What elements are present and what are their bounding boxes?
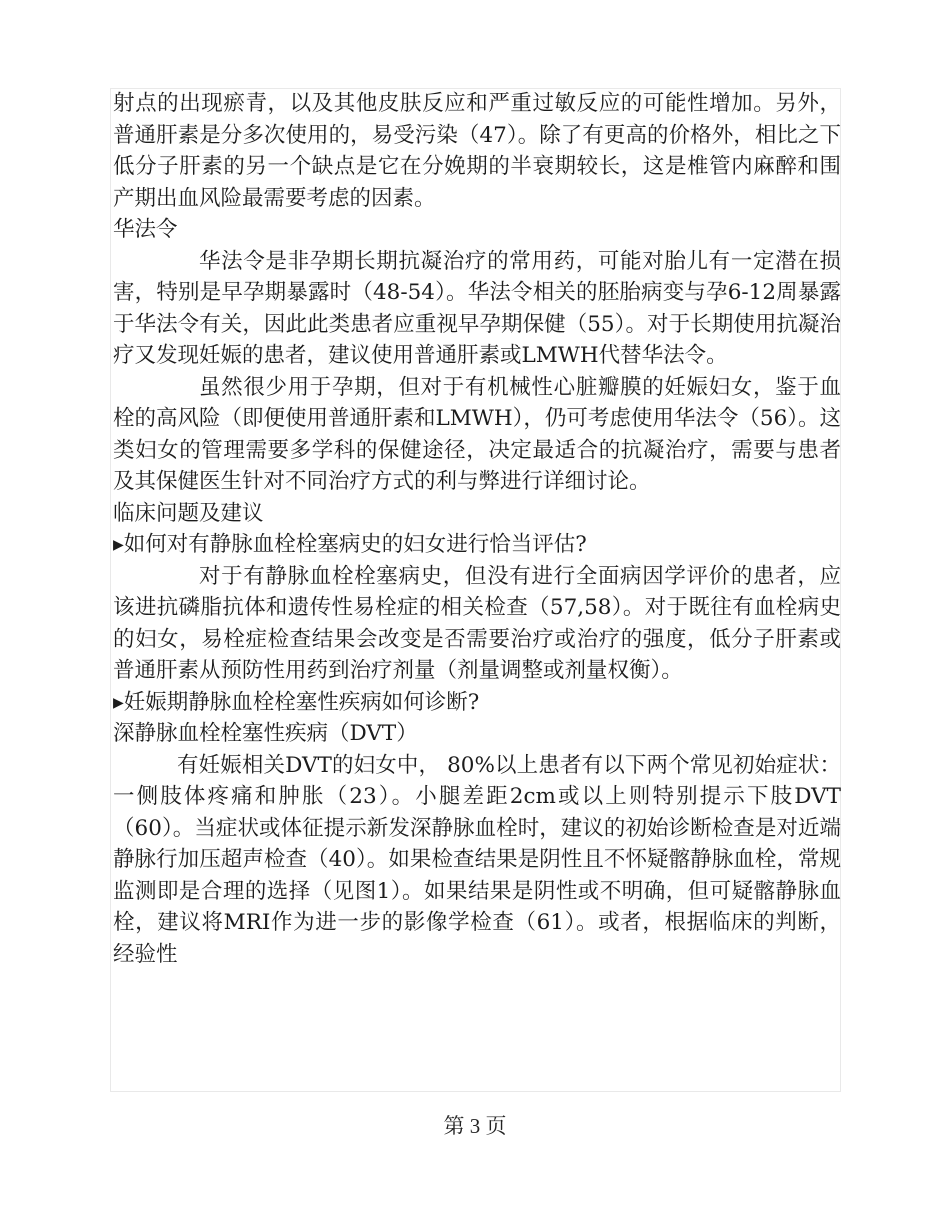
paragraph-warfarin-valves: 虽然很少用于孕期，但对于有机械性心脏瓣膜的妊娠妇女，鉴于血栓的高风险（即便使用普通肝素和LMWH），仍可考虑使用华法令（56）。这类妇女的管理需要多学科的保健途径，决定最适合的抗凝治疗，需要与患者及其保健医生针对不同治疗方式的利与弊进行详细讨论。 — [113, 374, 842, 494]
page-number: 第 3 页 — [443, 1114, 507, 1138]
heading-dvt: 深静脉血栓栓塞性疾病（DVT） — [113, 721, 418, 746]
paragraph-vte-evaluation: 对于有静脉血栓栓塞病史，但没有进行全面病因学评价的患者，应该进抗磷脂抗体和遗传性易栓症的相关检查（57,58）。对于既往有血栓病史的妇女，易栓症检查结果会改变是否需要治疗或治疗的强度，低分子肝素或普通肝素从预防性用药到治疗剂量（剂量调整或剂量权衡）。 — [113, 563, 841, 683]
question-vte-diagnosis: ▸妊娠期静脉血栓栓塞性疾病如何诊断? — [113, 689, 480, 715]
heading-warfarin: 华法令 — [113, 217, 178, 242]
document-body — [113, 88, 841, 970]
question-vte-history: ▸如何对有静脉血栓栓塞病史的妇女进行恰当评估? — [113, 532, 587, 557]
paragraph-warfarin-risk: 华法令是非孕期长期抗凝治疗的常用药，可能对胎儿有一定潜在损害，特别是早孕期暴露时（48-54）。华法令相关的胚胎病变与孕6-12周暴露于华法令有关，因此此类患者应重视早孕期保健（55）。对于长期使用抗凝治疗又发现妊娠的患者，建议使用普通肝素或LMWH代替华法令。 — [113, 248, 841, 368]
paragraph-dvt-diagnosis: 有妊娠相关DVT的妇女中， 80%以上患者有以下两个常见初始症状：一侧肢体疼痛和肿胀（23）。小腿差距2cm或以上则特别提示下肢DVT（60）。当症状或体征提示新发深静脉血栓时，建议的初始诊断检查是对近端静脉行加压超声检查（40）。如果检查结果是阴性且不怀疑髂静脉血栓，常规监测即是合理的选择（见图1）。如果结果是阴性或不明确，但可疑髂静脉血栓，建议将MRI作为进一步的影像学检查（61）。或者，根据临床的判断，经验性 — [113, 752, 841, 967]
heading-clinical-questions: 临床问题及建议 — [113, 500, 264, 526]
paragraph-lmwh-drawbacks: 射点的出现瘀青，以及其他皮肤反应和严重过敏反应的可能性增加。另外，普通肝素是分多次使用的，易受污染（47）。除了有更高的价格外，相比之下低分子肝素的另一个缺点是它在分娩期的半衰期较长，这是椎管内麻醉和围产期出血风险最需要考虑的因素。 — [113, 91, 841, 211]
